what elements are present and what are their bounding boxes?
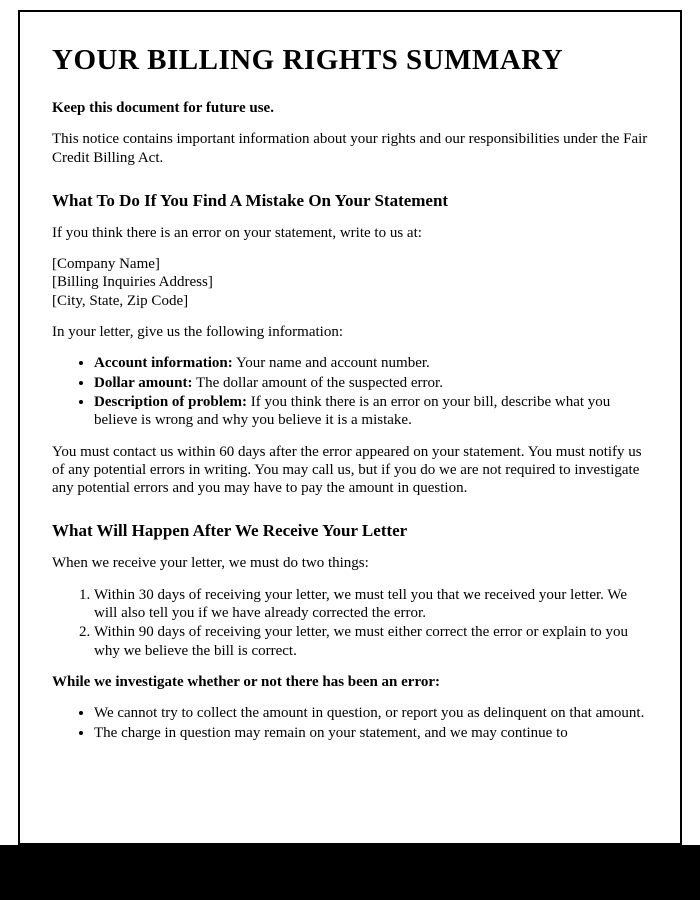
list-item <box>94 724 648 742</box>
info-bullet-list <box>52 354 648 429</box>
list-item-text: The charge in question may remain on your statement, and we may continue to <box>94 724 568 741</box>
investigate-heading: While we investigate whether or not there has been an error: <box>52 673 441 690</box>
list-item-label: Dollar amount: <box>94 374 193 391</box>
contact-deadline-paragraph: You must contact us within 60 days after the error appeared on your statement. You must notify us of any potential errors in writing. You may call us, but if you do we are not required to investigate any potential errors and you may have to pay the amount in question. <box>52 443 642 497</box>
list-item-label: Account information: <box>94 355 233 372</box>
write-to-us-paragraph: If you think there is an error on your statement, write to us at: <box>52 224 422 241</box>
investigate-bullet-list <box>52 704 648 742</box>
background-band <box>0 845 700 900</box>
list-item-text: Your name and account number. <box>232 355 430 372</box>
list-item-text: Within 90 days of receiving your letter, we must either correct the error or explain to you why we believe the bill is correct. <box>94 624 629 659</box>
receive-numbered-list <box>52 586 648 660</box>
address-line-company: [Company Name] <box>52 256 160 273</box>
intro-paragraph: This notice contains important information about your rights and our responsibilities under the Fair Credit Billing Act. <box>52 131 648 166</box>
address-line-billing: [Billing Inquiries Address] <box>52 274 213 291</box>
list-item <box>94 354 648 372</box>
list-item <box>94 393 648 430</box>
list-item <box>94 586 648 623</box>
receive-section-heading: What Will Happen After We Receive Your Letter <box>52 521 408 541</box>
list-item-text: We cannot try to collect the amount in question, or report you as delinquent on that amount. <box>94 705 645 722</box>
address-block <box>52 255 648 310</box>
two-things-paragraph: When we receive your letter, we must do two things: <box>52 555 369 572</box>
give-info-paragraph: In your letter, give us the following information: <box>52 324 344 341</box>
list-item-text: If you think there is an error on your bill, describe what you believe is wrong and why you believe it is a mistake. <box>94 393 611 429</box>
list-item-text: Within 30 days of receiving your letter, we must tell you that we received your letter. We will also tell you if we have already corrected the error. <box>94 586 627 622</box>
list-item-text: The dollar amount of the suspected error. <box>192 374 443 391</box>
list-item <box>94 374 648 392</box>
page-title: YOUR BILLING RIGHTS SUMMARY <box>52 44 564 76</box>
list-item <box>94 704 648 722</box>
list-item-label: Description of problem: <box>94 393 248 410</box>
address-line-city: [City, State, Zip Code] <box>52 292 189 309</box>
mistake-section-heading: What To Do If You Find A Mistake On Your Statement <box>52 190 449 210</box>
document-page <box>18 10 682 845</box>
list-item <box>94 623 648 660</box>
keep-notice: Keep this document for future use. <box>52 100 274 116</box>
